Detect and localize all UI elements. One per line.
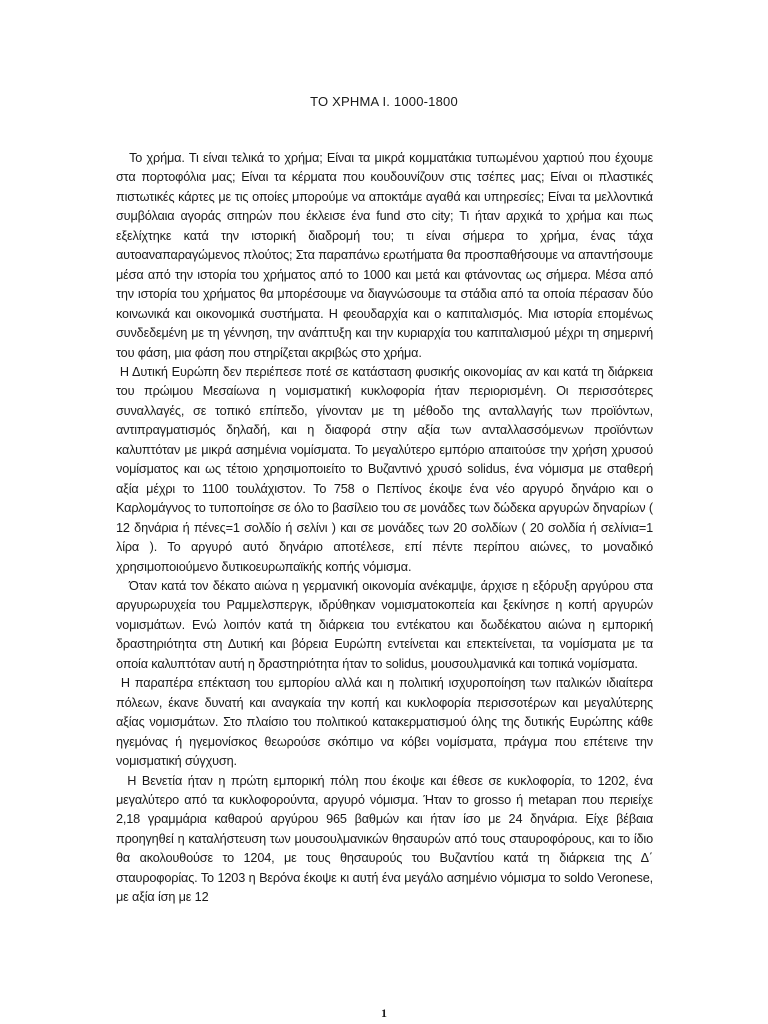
page-number: 1 (381, 1006, 387, 1020)
paragraph: Η Δυτική Ευρώπη δεν περιέπεσε ποτέ σε κατάσταση φυσικής οικονομίας αν και κατά τη διάρκεια του πρώιμου Μεσαίωνα η νομισματική κυκλοφορία ήταν περιορισμένη. Οι περισσότερες συναλλαγές, σε τοπικό επίπεδο, γίνονταν με τη μέθοδο της ανταλλαγής των προϊόντων, αντιπραγματισμός δηλαδή, και η διαφορά στην αξία των ανταλλασσόμενων προϊόντων καλυπτόταν με μικρά ασημένια νομίσματα. Το μεγαλύτερο εμπόριο απαιτούσε την χρήση χρυσού νομίσματος και ως τέτοιο χρησιμοποιείτο το Βυζαντινό χρυσό solidus, ένα νόμισμα με σταθερή αξία μέχρι το 1100 τουλάχιστον. Το 758 ο Πεπίνος έκοψε ένα νέο αργυρό δηνάριο και ο Καρλομάγνος το τυποποίησε σε όλο το βασίλειο του σε μονάδες των δώδεκα αργυρών δηναρίων ( 12 δηνάρια ή πένες=1 σολδίο ή σελίνι ) και σε μονάδες των 20 σολδίων ( 20 σολδία ή σελίνια=1 λίρα ). Το αργυρό αυτό δηνάριο αποτέλεσε, επί πέντε περίπου αιώνες, το μοναδικό χρησιμοποιούμενο δυτικοευρωπαϊκής κοπής νόμισμα. (116, 364, 653, 574)
paragraph: Η παραπέρα επέκταση του εμπορίου αλλά και η πολιτική ισχυροποίηση των ιταλικών ιδιαίτερα πόλεων, έκανε δυνατή και αναγκαία την κοπή και κυκλοφορία περισσοτέρων και μεγαλύτερης αξίας νομισμάτων. Στο πλαίσιο του πολιτικού κατακερματισμού όλης της δυτικής Ευρώπης κάθε ηγεμόνας ή ηγεμονίσκος θεωρούσε σκόπιμο να κόβει νομίσματα, πράγμα που επέτεινε την νομισματική σύγχυση. (116, 676, 653, 769)
paragraph: Η Βενετία ήταν η πρώτη εμπορική πόλη που έκοψε και έθεσε σε κυκλοφορία, το 1202, ένα μεγαλύτερο από τα κυκλοφορούντα, αργυρό νόμισμα. Ήταν το grosso ή metapan που περιείχε 2,18 γραμμάρια καθαρού αργύρου 965 βαθμών και ήταν ίσο με 24 δηνάρια. Είχε βέβαια προηγηθεί η καταλήστευση των μουσουλμανικών θησαυρών από τους σταυροφόρους, και το ίδιο θα ακολουθούσε το 1204, με τους θησαυρούς του Βυζαντίου κατά τη διάρκεια της Δ΄ σταυροφορίας. Το 1203 η Βερόνα έκοψε κι αυτή ένα μεγάλο ασημένιο νόμισμα το soldo Veronese, με αξία ίση με 12 (116, 773, 653, 905)
document-body (116, 149, 653, 908)
paragraph: Όταν κατά τον δέκατο αιώνα η γερμανική οικονομία ανέκαμψε, άρχισε η εξόρυξη αργύρου στα αργυρωρυχεία του Ραμμελσπεργκ, ιδρύθηκαν νομισματοκοπεία και ξεκίνησε η κοπή αργυρών νομισμάτων. Ενώ λοιπόν κατά τη διάρκεια του εντέκατου και δωδέκατου αιώνα η εμπορική δραστηριότητα στη Δυτική και βόρεια Ευρώπη εντείνεται και επεκτείνεται, τα νομίσματα με τα οποία καλυπτόταν αυτή η δραστηριότητα ήταν το solidus, μουσουλμανικά και τοπικά νομίσματα. (116, 578, 653, 671)
document-title: ΤΟ ΧΡΗΜΑ Ι. 1000-1800 (310, 94, 458, 109)
paragraph: To χρήμα. Τι είναι τελικά το χρήμα; Είναι τα μικρά κομματάκια τυπωμένου χαρτιού που έχουμε στα πορτοφόλια μας; Είναι τα κέρματα που κουδουνίζουν στις τσέπες μας; Είναι οι πλαστικές πιστωτικές κάρτες με τις οποίες μπορούμε να αποκτάμε αγαθά και υπηρεσίες; Είναι τα μελλοντικά συμβόλαια αγοράς σιτηρών που έκλεισε ένα fund στο city; Τι ήταν αρχικά το χρήμα και πως εξελίχτηκε κατά την ιστορική διαδρομή του; τι είναι σήμερα το χρήμα, ένας τάχα αυτοαναπαραγώμενος πλούτος; Στα παραπάνω ερωτήματα θα προσπαθήσουμε να απαντήσουμε μέσα από την ιστορία του χρήματος από το 1000 και μετά και φτάνοντας ως σήμερα. Μέσα από την ιστορία του χρήματος θα μπορέσουμε να διαγνώσουμε τα στάδια από τα οποία πέρασαν δύο κοινωνικά και οικονομικά συστήματα. Η φεουδαρχία και ο καπιταλισμός. Μια ιστορία επομένως συνδεδεμένη με τη γέννηση, την ανάπτυξη και την κυριαρχία του καπιταλισμού μέχρι τη σημερινή του φάση, μια φάση που στηρίζεται ακριβώς στο χρήμα. (116, 151, 653, 360)
